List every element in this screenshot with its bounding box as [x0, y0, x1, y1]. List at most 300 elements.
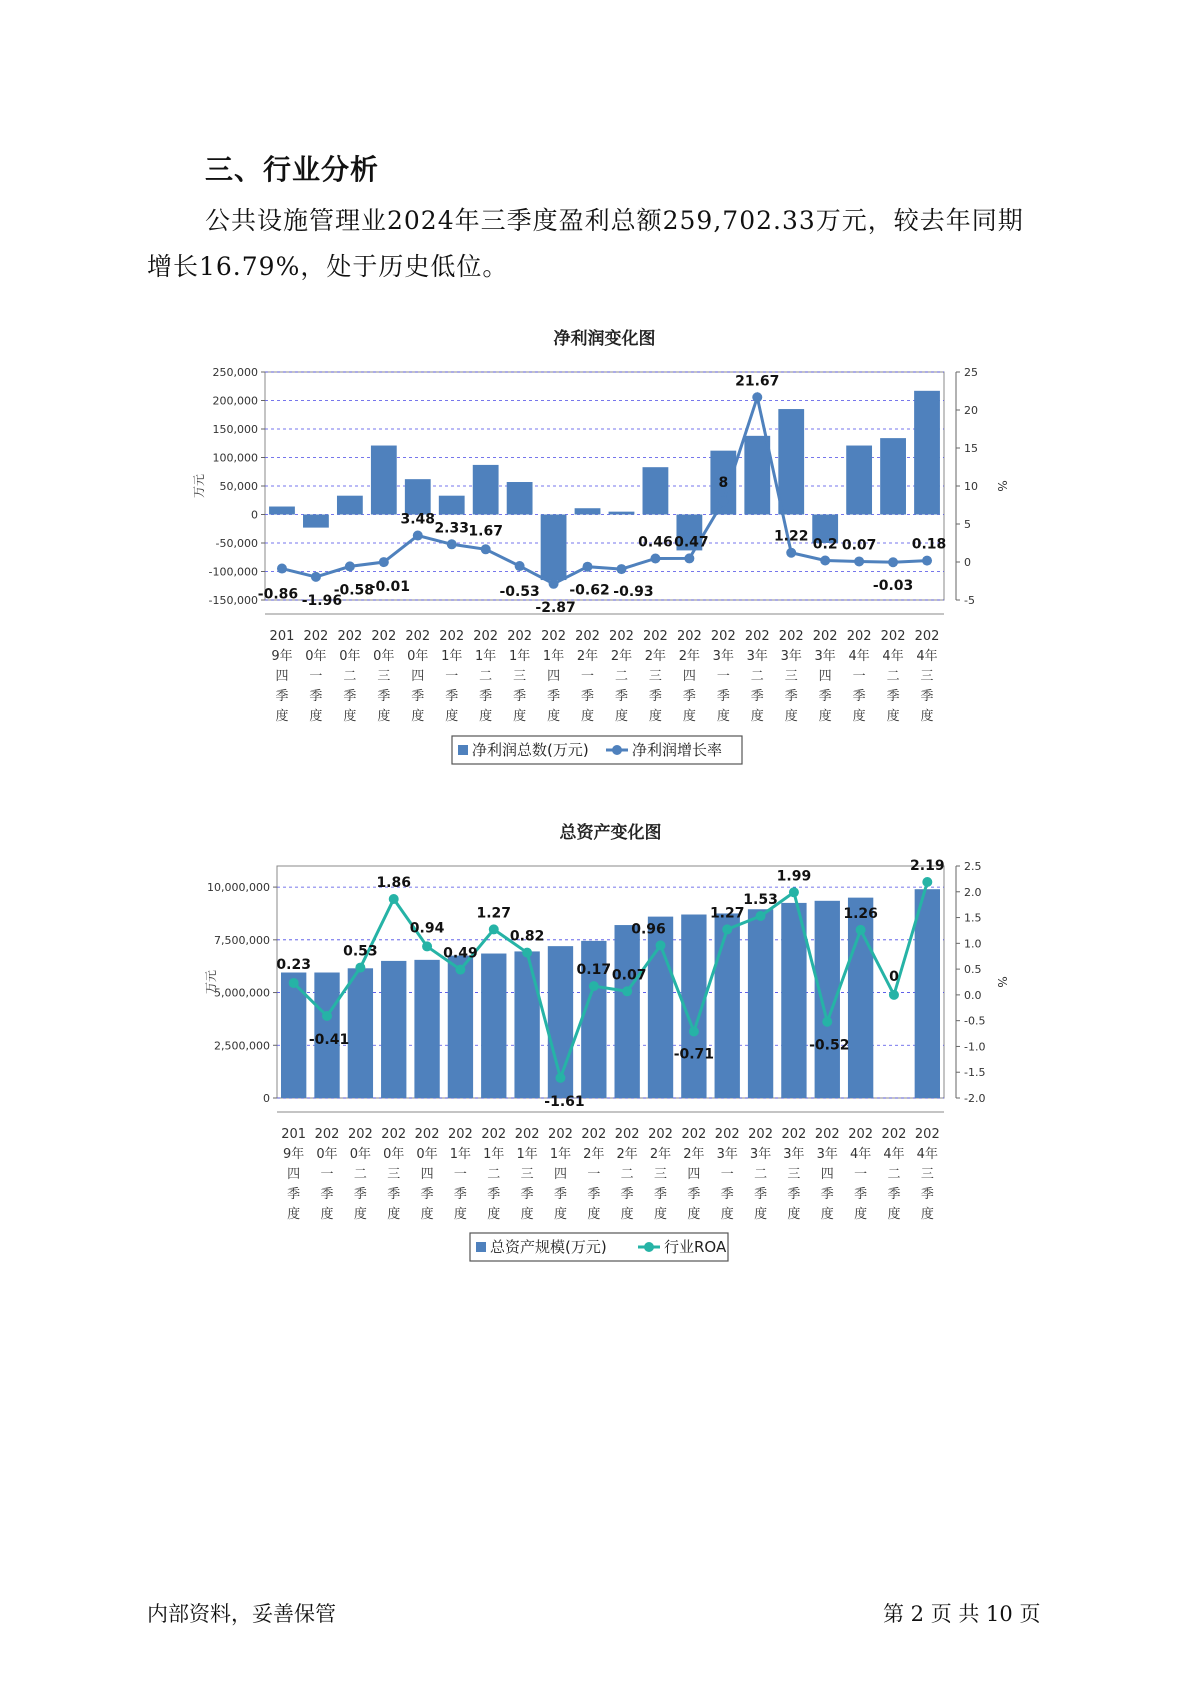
category-label: 度 [287, 1207, 301, 1222]
left-tick-label: 7,500,000 [214, 933, 270, 947]
bar [481, 954, 506, 1098]
category-label: 一 [716, 669, 730, 684]
data-label: 8 [718, 475, 729, 492]
category-label: 202 [473, 629, 499, 644]
bar [448, 956, 473, 1098]
data-label: -0.52 [809, 1037, 850, 1054]
category-label: 9年 [271, 649, 293, 664]
left-tick-label: -150,000 [208, 594, 258, 607]
category-label: 度 [387, 1207, 401, 1222]
category-label: 季 [520, 1187, 534, 1202]
category-label: 季 [453, 1187, 467, 1202]
data-label: -0.41 [308, 1032, 350, 1049]
category-label: 0年 [305, 649, 327, 664]
left-tick-label: 100,000 [212, 451, 258, 465]
category-label: 季 [353, 1187, 367, 1202]
category-label: 季 [387, 1187, 401, 1202]
category-label: 度 [343, 709, 357, 724]
legend-bar-label: 总资产规模(万元) [490, 1238, 607, 1256]
right-tick-label: 15 [964, 442, 978, 455]
right-tick-label: -5 [964, 594, 975, 607]
category-label: 1年 [542, 649, 565, 664]
category-label: 季 [377, 689, 391, 704]
category-label: 季 [687, 1187, 701, 1202]
category-label: 季 [886, 689, 900, 704]
category-label: 202 [541, 629, 566, 644]
category-label: 202 [405, 629, 431, 644]
line-point [322, 1011, 332, 1021]
category-label: 度 [687, 1207, 701, 1222]
category-label: 度 [581, 709, 595, 724]
category-label: 季 [547, 689, 561, 704]
category-label: 4年 [882, 649, 904, 664]
category-label: 季 [620, 1187, 634, 1202]
right-tick-label: 0.5 [964, 963, 982, 977]
category-label: 度 [648, 709, 662, 724]
category-label: 2年 [576, 649, 599, 664]
data-label: 0.23 [276, 957, 311, 974]
bar [414, 960, 439, 1098]
category-label: 0年 [383, 1147, 405, 1162]
right-tick-label: 1.5 [964, 911, 982, 925]
category-label: 度 [682, 709, 696, 724]
category-label: 季 [754, 1187, 768, 1202]
category-label: 度 [820, 1207, 834, 1222]
category-label: 度 [784, 709, 798, 724]
category-label: 四 [818, 669, 832, 684]
data-label: -0.03 [872, 578, 914, 595]
category-label: 202 [781, 1127, 807, 1142]
category-label: 0年 [373, 649, 395, 664]
category-label: 季 [553, 1187, 567, 1202]
category-label: 二 [343, 669, 357, 684]
data-label: -0.71 [673, 1046, 715, 1063]
category-label: 季 [920, 1187, 934, 1202]
category-label: 季 [287, 1187, 301, 1202]
left-tick-label: 250,000 [212, 366, 258, 379]
category-label: 度 [920, 709, 934, 724]
category-label: 度 [309, 709, 323, 724]
category-label: 季 [854, 1187, 868, 1202]
data-label: 2.33 [434, 520, 469, 537]
right-tick-label: -1.0 [964, 1040, 986, 1054]
bar [715, 913, 740, 1098]
category-label: 3年 [749, 1147, 772, 1162]
category-label: 4年 [849, 1147, 872, 1162]
category-label: 二 [750, 669, 764, 684]
bar [915, 889, 940, 1098]
data-label: -2.87 [535, 599, 576, 616]
category-label: 度 [275, 709, 289, 724]
category-label: 四 [553, 1167, 567, 1182]
category-label: 一 [720, 1167, 734, 1182]
category-label: 202 [710, 629, 736, 644]
category-label: 202 [371, 629, 397, 644]
category-label: 度 [854, 1207, 868, 1222]
right-tick-label: 0.0 [964, 988, 982, 1002]
category-label: 季 [787, 1187, 801, 1202]
left-tick-label: 2,500,000 [214, 1039, 270, 1053]
right-tick-label: 20 [964, 404, 978, 417]
category-label: 度 [716, 709, 730, 724]
left-axis-label: 万元 [192, 473, 206, 499]
category-label: 季 [716, 689, 730, 704]
category-label: 季 [852, 689, 866, 704]
category-label: 二 [754, 1167, 768, 1182]
category-label: 1年 [475, 649, 497, 664]
category-label: 四 [411, 669, 425, 684]
legend-bar-label: 净利润总数(万元) [472, 741, 589, 759]
category-label: 202 [448, 1127, 473, 1142]
data-label: 0.94 [409, 920, 445, 937]
category-label: 度 [377, 709, 391, 724]
category-label: 二 [487, 1167, 501, 1182]
left-axis-label: 万元 [204, 969, 218, 995]
data-label: 1.99 [776, 868, 812, 885]
bar [748, 909, 773, 1098]
category-label: 度 [887, 1207, 901, 1222]
category-label: 202 [643, 629, 668, 644]
data-label: -0.62 [569, 582, 610, 599]
category-label: 3年 [816, 1147, 838, 1162]
category-label: 3年 [783, 1147, 805, 1162]
category-label: 季 [420, 1187, 434, 1202]
category-label: 0年 [339, 649, 361, 664]
left-tick-label: 0 [263, 1092, 270, 1105]
data-label: 0.53 [343, 943, 378, 960]
category-label: 二 [614, 669, 628, 684]
category-label: 度 [720, 1207, 734, 1222]
category-label: 季 [487, 1187, 501, 1202]
category-label: 度 [479, 709, 493, 724]
category-label: 季 [614, 689, 628, 704]
right-tick-label: 2.5 [964, 860, 982, 873]
line-point [656, 940, 666, 950]
category-label: 季 [309, 689, 323, 704]
line-point [789, 887, 799, 897]
line-point [289, 978, 299, 988]
category-label: 度 [445, 709, 459, 724]
category-label: 202 [614, 1127, 640, 1142]
category-label: 1年 [441, 649, 463, 664]
category-label: 季 [513, 689, 527, 704]
legend-bar-swatch [476, 1242, 486, 1252]
category-label: 3年 [716, 1147, 738, 1162]
line-point [589, 981, 599, 991]
category-label: 2年 [649, 1147, 672, 1162]
category-label: 1年 [549, 1147, 572, 1162]
category-label: 二 [886, 669, 900, 684]
legend-line-label: 净利润增长率 [632, 741, 723, 759]
category-label: 0年 [407, 649, 429, 664]
category-label: 度 [750, 709, 764, 724]
category-label: 202 [778, 629, 804, 644]
category-label: 季 [654, 1187, 668, 1202]
legend-line-label: 行业ROA [664, 1238, 727, 1256]
category-label: 季 [818, 689, 832, 704]
category-label: 度 [818, 709, 832, 724]
line-point [756, 911, 766, 921]
data-label: 1.26 [843, 905, 878, 922]
data-label: -1.96 [301, 592, 343, 609]
category-label: 202 [381, 1127, 407, 1142]
category-label: 202 [681, 1127, 707, 1142]
line-point [889, 990, 899, 1000]
bar [514, 951, 539, 1098]
left-tick-label: -100,000 [208, 565, 258, 579]
data-label: 2.19 [910, 857, 945, 874]
category-label: 4年 [848, 649, 870, 664]
category-label: 2年 [678, 649, 701, 664]
line-point [455, 965, 465, 975]
category-label: 202 [303, 629, 329, 644]
bar [615, 925, 640, 1098]
data-label: 21.67 [735, 373, 780, 390]
category-label: 季 [887, 1187, 901, 1202]
category-label: 202 [846, 629, 872, 644]
left-tick-label: 0 [251, 508, 258, 522]
line-point [922, 877, 932, 887]
data-label: -0.53 [499, 584, 540, 601]
data-label: -1.61 [544, 1093, 585, 1110]
right-tick-label: -1.5 [964, 1066, 986, 1080]
category-label: 202 [914, 1127, 940, 1142]
category-label: 四 [687, 1167, 701, 1182]
category-label: 2年 [644, 649, 667, 664]
category-label: 度 [411, 709, 425, 724]
category-label: 3年 [746, 649, 768, 664]
category-label: 季 [275, 689, 289, 704]
category-label: 度 [654, 1207, 668, 1222]
category-label: 二 [479, 669, 493, 684]
category-label: 一 [445, 669, 459, 684]
left-tick-label: 10,000,000 [207, 881, 270, 895]
category-label: 三 [787, 1167, 801, 1182]
footer-confidential: 内部资料，妥善保管 [147, 1602, 336, 1626]
category-label: 1年 [508, 649, 531, 664]
category-label: 度 [487, 1207, 501, 1222]
left-tick-label: 200,000 [212, 394, 258, 408]
category-label: 四 [275, 669, 289, 684]
category-label: 四 [420, 1167, 434, 1182]
category-label: 202 [414, 1127, 440, 1142]
line-point [822, 1017, 832, 1027]
line-point [522, 948, 532, 958]
category-label: 二 [887, 1167, 901, 1182]
bar [348, 968, 373, 1098]
category-label: 一 [320, 1167, 334, 1182]
category-label: 0年 [416, 1147, 438, 1162]
category-label: 一 [852, 669, 866, 684]
category-label: 三 [654, 1167, 668, 1182]
category-label: 202 [347, 1127, 373, 1142]
right-tick-label: 1.0 [964, 937, 982, 951]
category-label: 度 [520, 1207, 534, 1222]
category-label: 4年 [916, 649, 938, 664]
right-axis-label: % [995, 976, 1009, 988]
category-label: 二 [353, 1167, 367, 1182]
category-label: 1年 [516, 1147, 538, 1162]
category-label: 一 [581, 669, 595, 684]
line-point [622, 986, 632, 996]
category-label: 201 [281, 1127, 307, 1142]
category-label: 0年 [316, 1147, 338, 1162]
data-label: 0.49 [443, 945, 478, 962]
right-tick-label: -0.5 [964, 1014, 986, 1028]
category-label: 202 [676, 629, 702, 644]
category-label: 202 [439, 629, 465, 644]
category-label: 202 [814, 1127, 840, 1142]
line-point [689, 1026, 699, 1036]
data-label: 0 [889, 968, 899, 985]
category-label: 三 [513, 669, 527, 684]
right-tick-label: 0 [964, 556, 971, 569]
category-label: 二 [620, 1167, 634, 1182]
data-label: 0.17 [576, 962, 612, 979]
category-label: 季 [648, 689, 662, 704]
category-label: 202 [314, 1127, 340, 1142]
category-label: 202 [581, 1127, 607, 1142]
right-axis-label: % [995, 480, 1009, 492]
data-label: 0.46 [638, 534, 673, 551]
left-tick-label: 5,000,000 [214, 986, 270, 1000]
category-label: 2年 [610, 649, 633, 664]
category-label: 季 [750, 689, 764, 704]
data-label: 1.86 [376, 874, 411, 891]
category-label: 四 [547, 669, 561, 684]
category-label: 1年 [483, 1147, 505, 1162]
category-label: 季 [320, 1187, 334, 1202]
category-label: 季 [445, 689, 459, 704]
left-tick-label: -50,000 [215, 537, 258, 550]
category-label: 一 [587, 1167, 601, 1182]
category-label: 季 [784, 689, 798, 704]
category-label: 202 [548, 1127, 573, 1142]
right-tick-label: 25 [964, 366, 978, 379]
category-label: 度 [320, 1207, 334, 1222]
category-label: 4年 [883, 1147, 905, 1162]
line-point [489, 924, 499, 934]
category-label: 202 [880, 629, 906, 644]
category-label: 202 [744, 629, 770, 644]
category-label: 季 [682, 689, 696, 704]
category-label: 三 [920, 669, 934, 684]
category-label: 度 [553, 1207, 567, 1222]
category-label: 度 [587, 1207, 601, 1222]
category-label: 季 [343, 689, 357, 704]
category-label: 2年 [616, 1147, 638, 1162]
category-label: 三 [377, 669, 391, 684]
line-point [389, 894, 399, 904]
category-label: 季 [920, 689, 934, 704]
footer-page-number: 第 2 页 共 10 页 [883, 1602, 1041, 1626]
data-label: -0.58 [333, 582, 375, 599]
plot-area [277, 866, 944, 1098]
data-label: 0.07 [841, 537, 877, 554]
category-label: 202 [714, 1127, 740, 1142]
data-label: 1.67 [468, 523, 503, 540]
category-label: 202 [481, 1127, 507, 1142]
category-label: 季 [411, 689, 425, 704]
category-label: 202 [575, 629, 600, 644]
bar [381, 961, 406, 1098]
line-point [422, 941, 432, 951]
category-label: 度 [787, 1207, 801, 1222]
category-label: 度 [547, 709, 561, 724]
category-label: 三 [784, 669, 798, 684]
right-tick-label: 2.0 [964, 885, 982, 899]
category-label: 202 [914, 629, 940, 644]
right-tick-label: 5 [964, 518, 971, 531]
category-label: 9年 [283, 1147, 305, 1162]
category-label: 度 [620, 1207, 634, 1222]
line-point [856, 925, 866, 935]
right-tick-label: -2.0 [964, 1092, 986, 1105]
chart-title: 净利润变化图 [553, 329, 656, 349]
data-label: -0.86 [257, 586, 299, 603]
category-label: 4年 [916, 1147, 938, 1162]
data-label: 0.47 [674, 534, 709, 551]
category-label: 2年 [583, 1147, 605, 1162]
right-tick-label: 10 [964, 480, 978, 493]
category-label: 一 [854, 1167, 868, 1182]
left-tick-label: 50,000 [219, 480, 258, 493]
category-label: 三 [520, 1167, 534, 1182]
category-label: 三 [920, 1167, 934, 1182]
data-label: 0.82 [509, 928, 545, 945]
data-label: 1.27 [709, 905, 745, 922]
category-label: 2年 [683, 1147, 705, 1162]
category-label: 度 [920, 1207, 934, 1222]
category-label: 3年 [712, 649, 734, 664]
category-label: 三 [387, 1167, 401, 1182]
category-label: 四 [287, 1167, 301, 1182]
category-label: 季 [820, 1187, 834, 1202]
data-label: 1.27 [476, 905, 512, 922]
line-point [355, 963, 365, 973]
category-label: 季 [587, 1187, 601, 1202]
category-label: 一 [453, 1167, 467, 1182]
data-label: 1.53 [743, 892, 778, 909]
data-label: 3.48 [400, 511, 436, 528]
category-label: 度 [852, 709, 866, 724]
category-label: 度 [420, 1207, 434, 1222]
summary-paragraph: 公共设施管理业2024年三季度盈利总额259,702.33万元，较去年同期增长16.79%，处于历史低位。 [147, 206, 1024, 281]
category-label: 202 [848, 1127, 874, 1142]
category-label: 3年 [780, 649, 802, 664]
data-label: 0.2 [812, 536, 838, 553]
category-label: 四 [682, 669, 696, 684]
category-label: 202 [812, 629, 838, 644]
category-label: 202 [748, 1127, 773, 1142]
category-label: 度 [614, 709, 628, 724]
category-label: 度 [886, 709, 900, 724]
category-label: 202 [609, 629, 634, 644]
category-label: 0年 [349, 1147, 372, 1162]
data-label: 0.18 [911, 536, 947, 553]
category-label: 度 [754, 1207, 768, 1222]
data-label: 1.22 [773, 528, 809, 545]
category-label: 202 [507, 629, 533, 644]
category-label: 季 [720, 1187, 734, 1202]
chart-title: 总资产变化图 [559, 823, 662, 843]
category-label: 3年 [814, 649, 836, 664]
line-point [555, 1073, 565, 1083]
category-label: 202 [514, 1127, 540, 1142]
category-label: 季 [581, 689, 595, 704]
data-label: 0.96 [631, 921, 666, 938]
category-label: 度 [453, 1207, 467, 1222]
